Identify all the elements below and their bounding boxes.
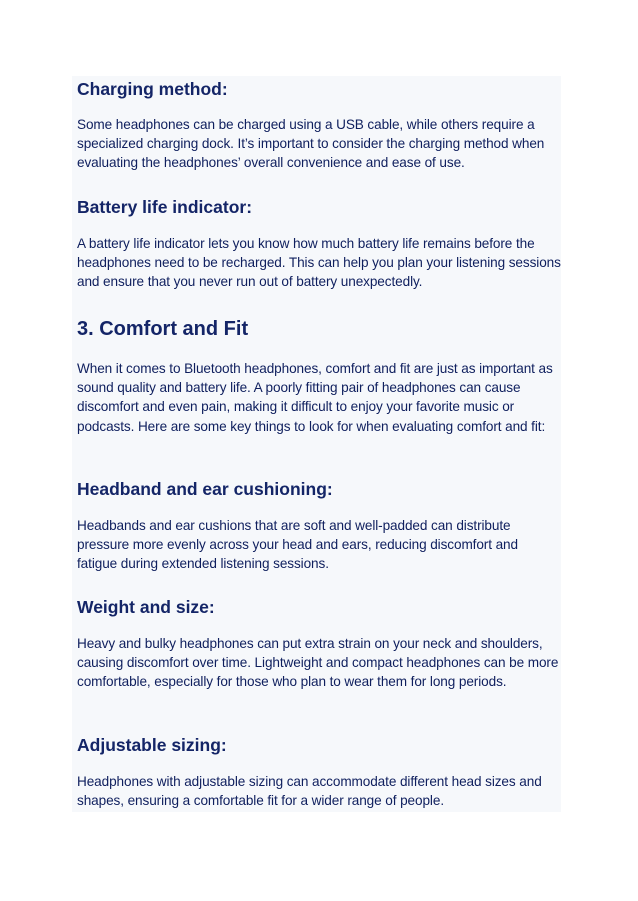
paragraph-battery-life-indicator: A battery life indicator lets you know how much battery life remains before the headphones need to be recharged. This can help you plan your listening sessions and ensure that you never run out of battery unexpectedly. xyxy=(77,236,561,290)
heading-adjustable-sizing: Adjustable sizing: xyxy=(77,735,227,755)
article-content xyxy=(72,76,561,812)
paragraph-adjustable-sizing: Headphones with adjustable sizing can accommodate different head sizes and shapes, ensuring a comfortable fit for a wider range of people. xyxy=(77,774,542,809)
heading-battery-life-indicator: Battery life indicator: xyxy=(77,197,253,217)
heading-comfort-and-fit: 3. Comfort and Fit xyxy=(77,318,249,340)
paragraph-charging-method: Some headphones can be charged using a USB cable, while others require a specialized charging dock. It’s important to consider the charging method when evaluating the headphones’ overall convenience and ease of use. xyxy=(77,117,545,171)
paragraph-comfort-and-fit: When it comes to Bluetooth headphones, comfort and fit are just as important as sound quality and battery life. A poorly fitting pair of headphones can cause discomfort and even pain, making it difficult to enjoy your favorite music or podcasts. Here are some key things to look for when evaluating comfort and fit: xyxy=(77,361,553,434)
heading-charging-method: Charging method: xyxy=(77,79,228,99)
paragraph-headband-cushioning: Headbands and ear cushions that are soft and well-padded can distribute pressure more evenly across your head and ears, reducing discomfort and fatigue during extended listening sessions. xyxy=(77,518,518,572)
heading-weight-and-size: Weight and size: xyxy=(77,597,215,617)
paragraph-weight-and-size: Heavy and bulky headphones can put extra strain on your neck and shoulders, causing discomfort over time. Lightweight and compact headphones can be more comfortable, especially for those who plan to wear them for long periods. xyxy=(77,636,559,690)
heading-headband-cushioning: Headband and ear cushioning: xyxy=(77,479,333,499)
